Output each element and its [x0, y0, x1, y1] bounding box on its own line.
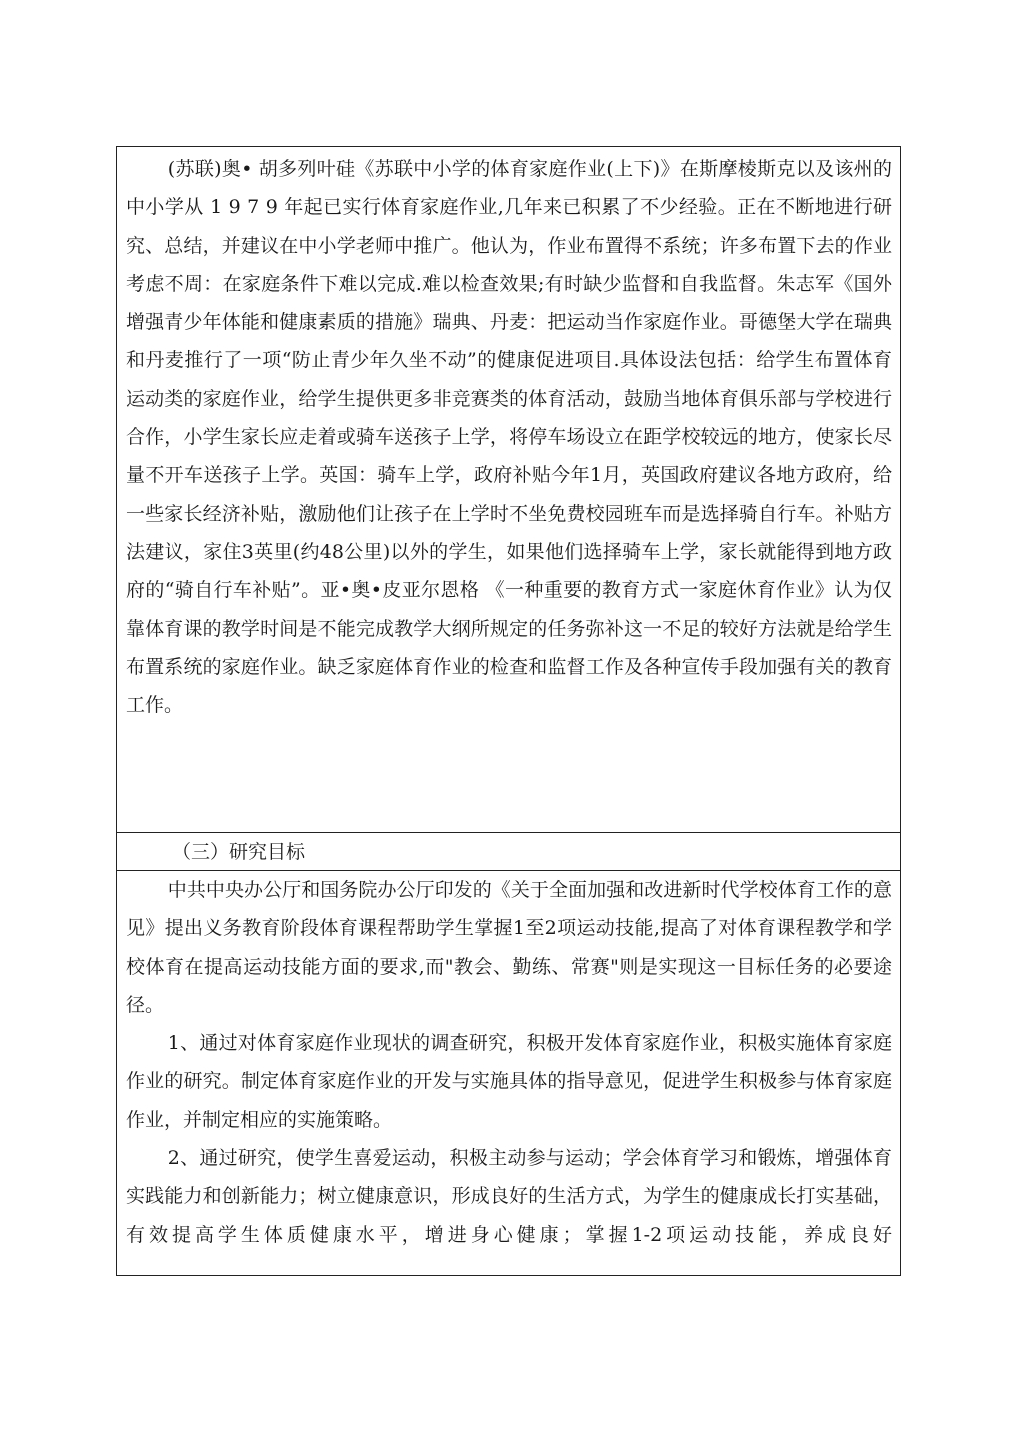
goals-item-1: 1、通过对体育家庭作业现状的调查研究，积极开发体育家庭作业，积极实施体育家庭作业的研究。制定体育家庭作业的开发与实施具体的指导意见，促进学生积极参与体育家庭作业，并制定相应的实施策略。	[126, 1032, 892, 1131]
background-paragraph: (苏联)奥• 胡多列叶硅《苏联中小学的体育家庭作业(上下)》在斯摩棱斯克以及该州的中小学从 1 9 7 9 年起已实行体育家庭作业,几年来已积累了不少经验。正在不断地进行研究、总结，并建议在中小学老师中推广。他认为，作业布置得不系统；许多布置下去的作业考虑不周：在家庭条件下难以完成.难以检查效果;有时缺少监督和自我监督。朱志军《国外增强青少年体能和健康素质的措施》瑞典、丹麦：把运动当作家庭作业。哥德堡大学在瑞典和丹麦推行了一项“防止青少年久坐不动”的健康促进项目.具体设法包括：给学生布置体育运动类的家庭作业，给学生提供更多非竞赛类的体育活动，鼓励当地体育俱乐部与学校进行合作，小学生家长应走着或骑车送孩子上学，将停车场设立在距学校较远的地方，使家长尽量不开车送孩子上学。英国：骑车上学，政府补贴今年1月，英国政府建议各地方政府，给一些家长经济补贴，激励他们让孩子在上学时不坐免费校园班车而是选择骑自行车。补贴方法建议，家住3英里(约48公里)以外的学生，如果他们选择骑车上学，家长就能得到地方政府的“骑自行车补贴”。亚•奥•皮亚尔恩格 《一种重要的教育方式一家庭休育作业》认为仅靠体育课的教学时间是不能完成教学大纲所规定的任务弥补这一不足的较好方法就是给学生布置系统的家庭作业。缺乏家庭体育作业的检查和监督工作及各种宣传手段加强有关的教育工作。	[126, 158, 892, 717]
goals-intro-paragraph: 中共中央办公厅和国务院办公厅印发的《关于全面加强和改进新时代学校体育工作的意见》提出义务教育阶段体育课程帮助学生掌握1至2项运动技能,提高了对体育课程教学和学校体育在提高运动技能方面的要求,而"教会、勤练、常赛"则是实现这一目标任务的必要途径。	[126, 879, 892, 1016]
goals-heading-cell	[117, 832, 900, 870]
goals-heading: （三）研究目标	[172, 841, 306, 863]
goals-item-2: 2、通过研究，使学生喜爱运动，积极主动参与运动；学会体育学习和锻炼，增强体育实践能力和创新能力；树立健康意识，形成良好的生活方式，为学生的健康成长打实基础，有效提高学生体质健康水平，增进身心健康；掌握1-2项运动技能，养成良好	[126, 1147, 892, 1246]
background-cell	[117, 147, 900, 832]
goals-content-cell	[117, 870, 900, 1275]
document-table	[116, 146, 901, 1276]
